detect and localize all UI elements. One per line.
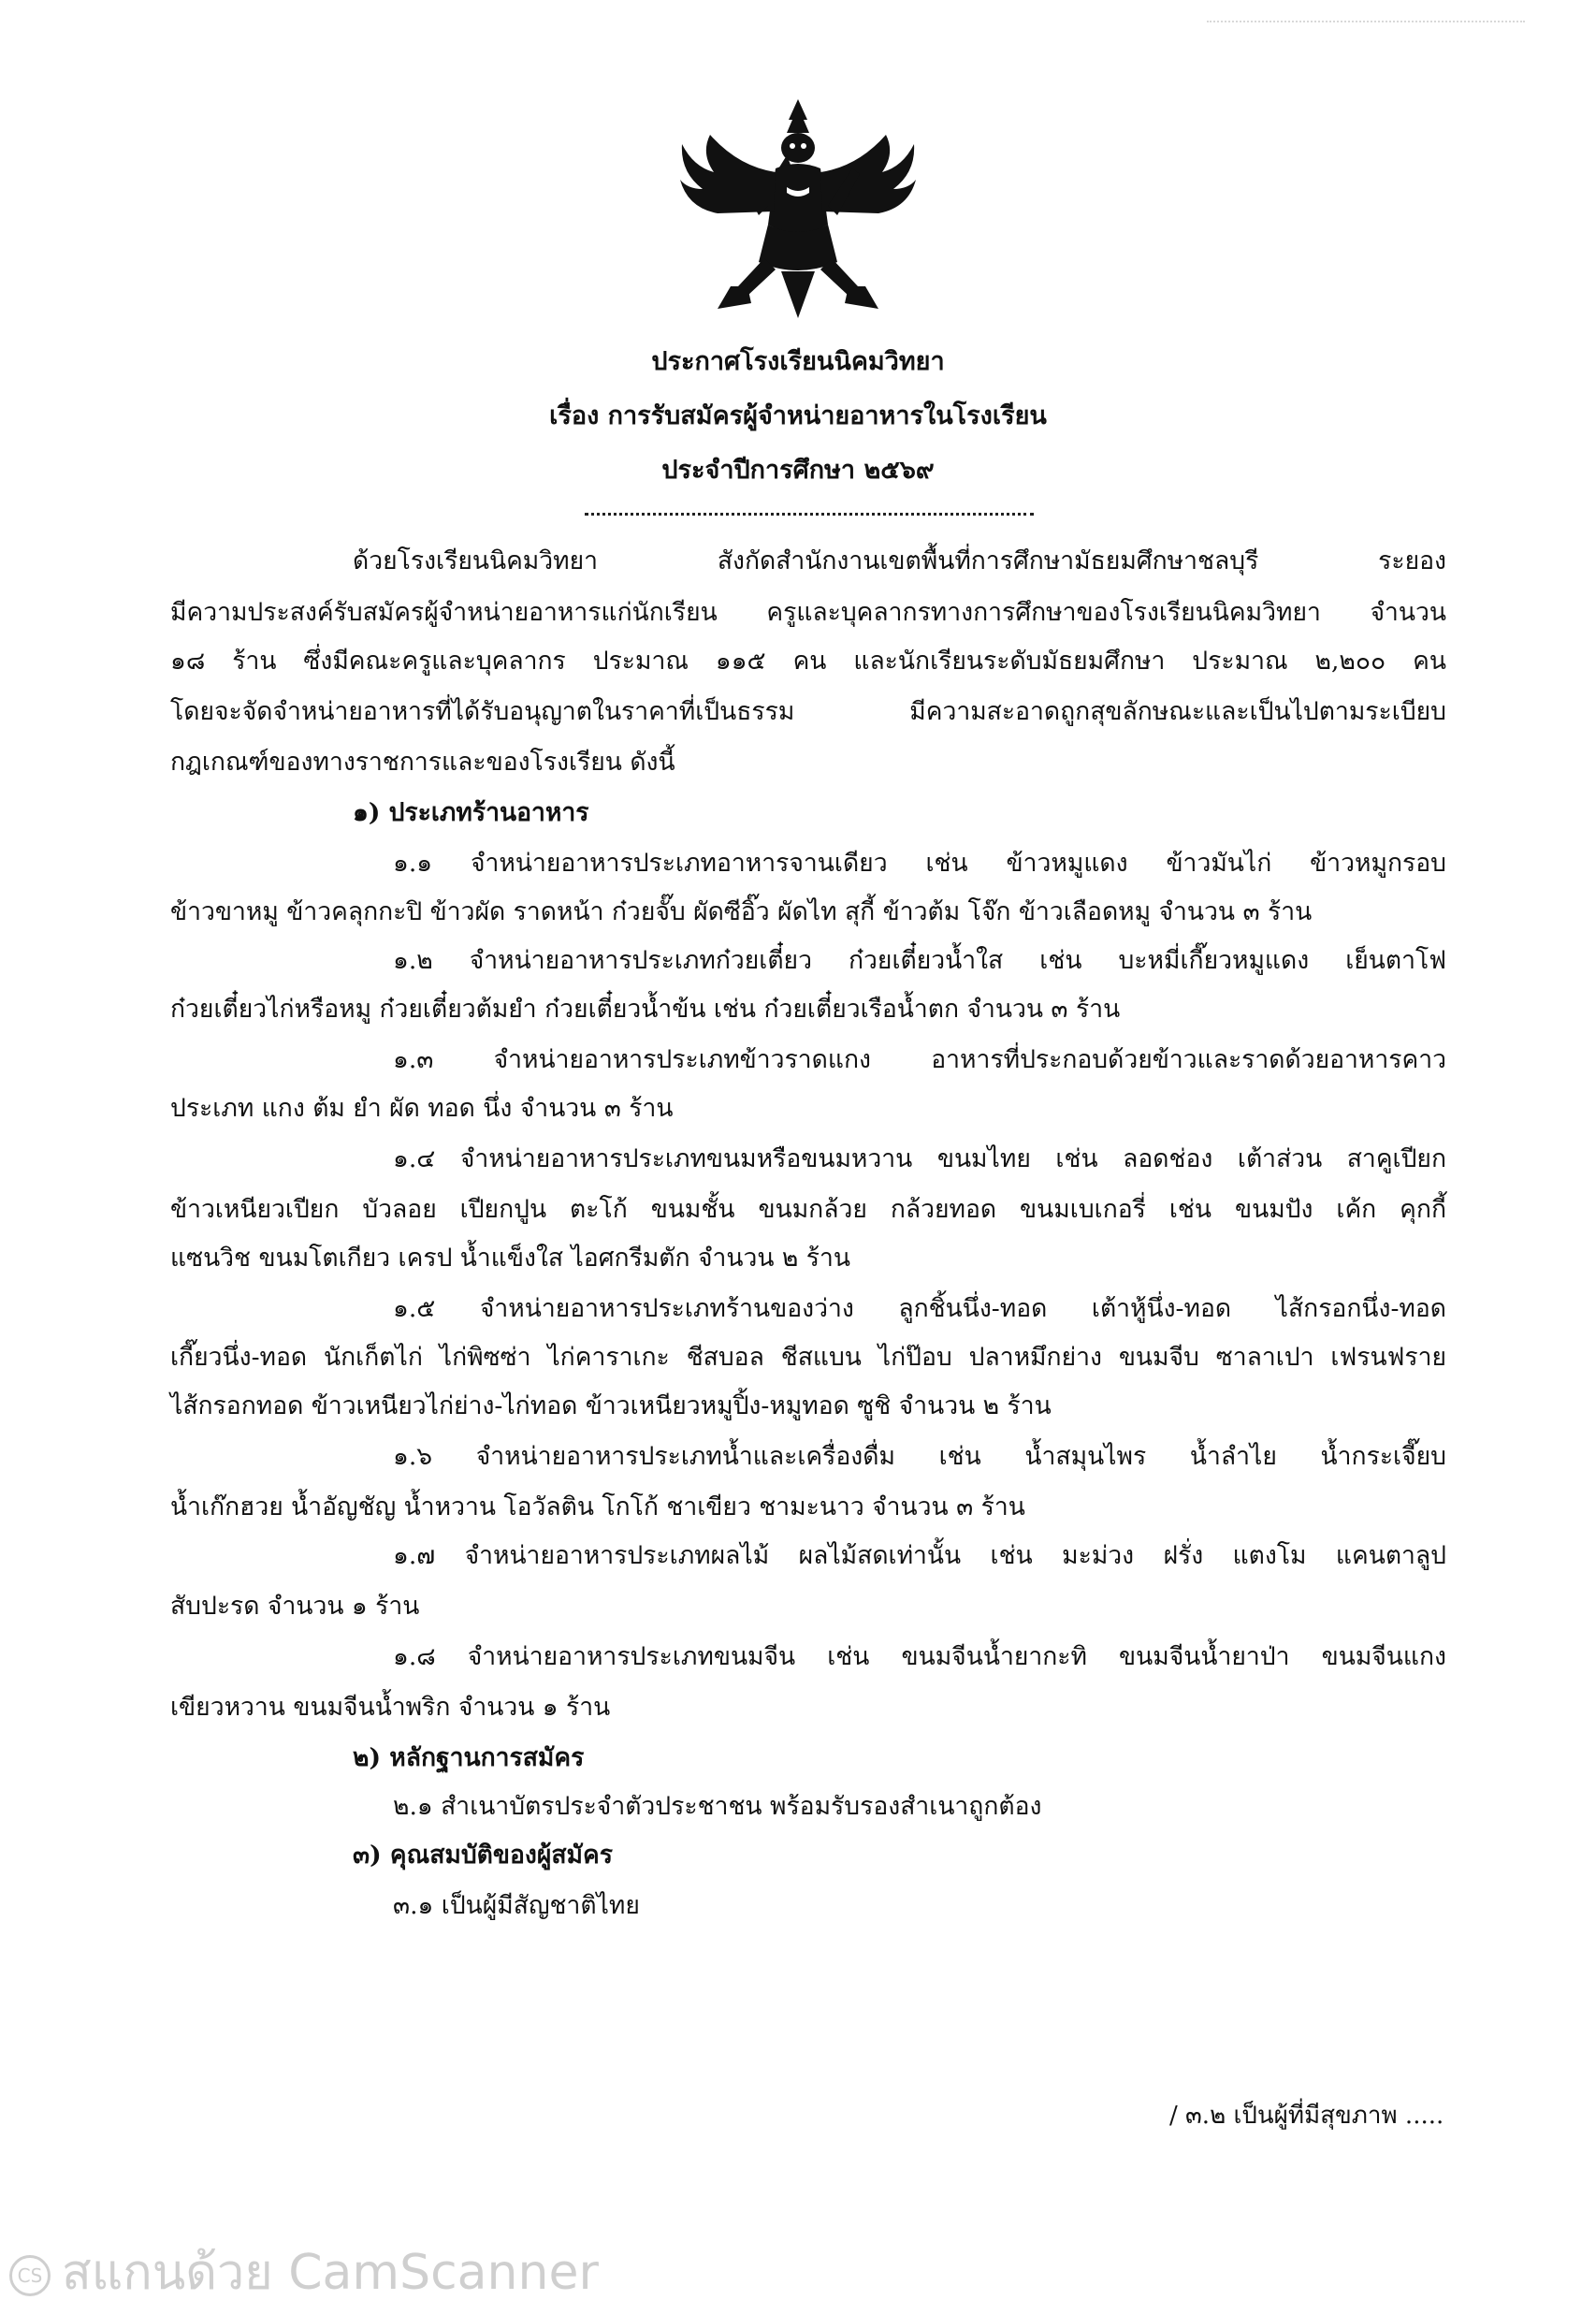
separator [585, 513, 1034, 516]
item-line: น้ำเก๊กฮวย น้ำอัญชัญ น้ำหวาน โอวัลติน โกโก้ ชาเขียว ชามะนาว จำนวน ๓ ร้าน [170, 1492, 1025, 1521]
item-first-line: ๑.๓ จำหน่ายอาหารประเภทข้าวราดแกง อาหารที่ประกอบด้วยข้าวและราดด้วยอาหารคาว [393, 1045, 1446, 1074]
announcement-subject: เรื่อง การรับสมัครผู้จำหน่ายอาหารในโรงเรียน [549, 401, 1047, 430]
item-first-line: ๑.๑ จำหน่ายอาหารประเภทอาหารจานเดียว เช่น ข้าวหมูแดง ข้าวมันไก่ ข้าวหมูกรอบ [393, 849, 1446, 878]
item-line: ประเภท แกง ต้ม ยำ ผัด ทอด นึ่ง จำนวน ๓ ร้าน [170, 1094, 674, 1123]
garuda-emblem-icon [678, 94, 918, 323]
continuation-note: / ๓.๒ เป็นผู้ที่มีสุขภาพ ..... [1169, 2102, 1444, 2130]
item-line: เกี๊ยวนึ่ง-ทอด นักเก็ตไก่ ไก่พิซซ่า ไก่คาราเกะ ชีสบอล ชีสแบน ไก่ป๊อบ ปลาหมึกย่าง ขนมจีบ ซาลาเปา เฟรนฟราย [170, 1343, 1446, 1372]
scanner-watermark [0, 2246, 786, 2300]
item-first-line: ๑.๒ จำหน่ายอาหารประเภทก๋วยเตี๋ยว ก๋วยเตี๋ยวน้ำใส เช่น บะหมี่เกี๊ยวหมูแดง เย็นตาโฟ [393, 946, 1446, 975]
announcement-year: ประจำปีการศึกษา ๒๕๖๙ [661, 456, 935, 485]
item-line: เขียวหวาน ขนมจีนน้ำพริก จำนวน ๑ ร้าน [170, 1693, 611, 1722]
intro-line: ด้วยโรงเรียนนิคมวิทยา สังกัดสำนักงานเขตพื้นที่การศึกษามัธยมศึกษาชลบุรี ระยอง [353, 546, 1446, 575]
section-heading: ๒) หลักฐานการสมัคร [353, 1743, 585, 1772]
item-line: ข้าวขาหมู ข้าวคลุกกะปิ ข้าวผัด ราดหน้า ก๋วยจั๊บ ผัดซีอิ๊ว ผัดไท สุกี้ ข้าวต้ม โจ๊ก ข้าวเลือดหมู จำนวน ๓ ร้าน [170, 897, 1313, 926]
item-first-line: ๑.๔ จำหน่ายอาหารประเภทขนมหรือขนมหวาน ขนมไทย เช่น ลอดช่อง เต้าส่วน สาคูเปียก [393, 1144, 1446, 1173]
intro-line: กฎเกณฑ์ของทางราชการและของโรงเรียน ดังนี้ [170, 748, 675, 777]
item-line: ก๋วยเตี๋ยวไก่หรือหมู ก๋วยเตี๋ยวต้มยำ ก๋วยเตี๋ยวน้ำข้น เช่น ก๋วยเตี๋ยวเรือน้ำตก จำนวน ๓ ร้าน [170, 995, 1121, 1024]
intro-line: มีความประสงค์รับสมัครผู้จำหน่ายอาหารแก่นักเรียน ครูและบุคลากรทางการศึกษาของโรงเรียนนิคมวิทยา จำนวน [170, 598, 1446, 627]
item-line: แซนวิช ขนมโตเกียว เครป น้ำแข็งใส ไอศกรีมตัก จำนวน ๒ ร้าน [170, 1244, 851, 1273]
section-heading: ๑) ประเภทร้านอาหาร [353, 798, 589, 827]
watermark-text: สแกนด้วย CamScanner [62, 2246, 599, 2300]
intro-line: ๑๘ ร้าน ซึ่งมีคณะครูและบุคลากร ประมาณ ๑๑๕ คน และนักเรียนระดับมัธยมศึกษา ประมาณ ๒,๒๐๐ คน [170, 647, 1446, 676]
item-first-line: ๑.๘ จำหน่ายอาหารประเภทขนมจีน เช่น ขนมจีนน้ำยากะทิ ขนมจีนน้ำยาป่า ขนมจีนแกง [393, 1642, 1446, 1671]
item-line: ไส้กรอกทอด ข้าวเหนียวไก่ย่าง-ไก่ทอด ข้าวเหนียวหมูปิ้ง-หมูทอด ซูชิ จำนวน ๒ ร้าน [170, 1391, 1052, 1420]
announcement-title: ประกาศโรงเรียนนิคมวิทยา [651, 347, 945, 376]
section-heading: ๓) คุณสมบัติของผู้สมัคร [353, 1841, 613, 1870]
item-first-line: ๑.๖ จำหน่ายอาหารประเภทน้ำและเครื่องดื่ม เช่น น้ำสมุนไพร น้ำลำไย น้ำกระเจี๊ยบ [393, 1442, 1446, 1471]
item-line: สับปะรด จำนวน ๑ ร้าน [170, 1592, 420, 1621]
section-item: ๒.๑ สำเนาบัตรประจำตัวประชาชน พร้อมรับรองสำเนาถูกต้อง [393, 1792, 1042, 1821]
camscanner-logo-icon: CS [9, 2255, 51, 2296]
item-first-line: ๑.๕ จำหน่ายอาหารประเภทร้านของว่าง ลูกชิ้นนึ่ง-ทอด เต้าหู้นึ่ง-ทอด ไส้กรอกนึ่ง-ทอด [393, 1294, 1446, 1323]
item-first-line: ๑.๗ จำหน่ายอาหารประเภทผลไม้ ผลไม้สดเท่านั้น เช่น มะม่วง ฝรั่ง แตงโม แคนตาลูป [393, 1541, 1446, 1570]
intro-line: โดยจะจัดจำหน่ายอาหารที่ได้รับอนุญาตในราคาที่เป็นธรรม มีความสะอาดถูกสุขลักษณะและเป็นไปตามระเบียบ [170, 697, 1446, 726]
scan-artifact [1207, 7, 1525, 22]
item-line: ข้าวเหนียวเปียก บัวลอย เปียกปูน ตะโก้ ขนมชั้น ขนมกล้วย กล้วยทอด ขนมเบเกอรี่ เช่น ขนมปัง เค้ก คุกกี้ [170, 1195, 1446, 1224]
section-item: ๓.๑ เป็นผู้มีสัญชาติไทย [393, 1891, 640, 1920]
